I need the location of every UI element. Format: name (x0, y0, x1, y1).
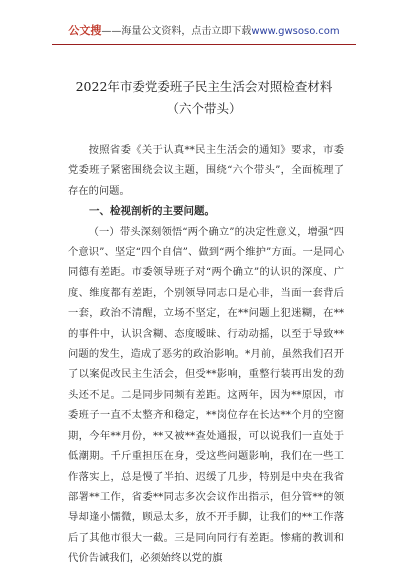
banner-url-link[interactable]: www.gwsoso.com (251, 26, 340, 37)
document-title: 2022年市委党委班子民主生活会对照检查材料（六个带头） (75, 79, 333, 116)
header-divider (52, 44, 356, 45)
section-heading: 一、检视剖析的主要问题。 (89, 205, 215, 218)
banner-slogan: ——海量公文资料，点击立即下载 (101, 26, 252, 37)
brand-logo-text: 公文搜 (68, 24, 102, 37)
header-banner (0, 24, 408, 39)
body-paragraph: （一）带头深刻领悟“两个确立”的决定性意义，增强“四个意识”、坚定“四个自信”、做到“两个维护”方面。一是同心同德有差距。市委领导班子对“两个确立”的认识的深度、广度、维度都有差距，个别领导同志口是心非，当面一套背后一套，政治不清醒，立场不坚定，在**问题上犯迷糊，在**的事件中，认识含糊、态度暧昧、行动动摇，以至于导致**问题的发生，造成了恶劣的政治影响。*月前，虽然我们召开了以案促改民主生活会，但受**影响，重整行装再出发的劲头还不足。二是同步同频有差距。这两年，因为**原因，市委班子一直不太整齐和稳定，**岗位存在长达**个月的空窗期，今年**月份，**又被**查处通报，可以说我们一直处于低潮期。千斤重担压在身，受这些问题影响，我们在一些工作落实上，总是慢了半拍、迟缓了几步，特别是中央在我省部署**工作，省委**同志多次会议作出指示，但分管**的领导却逢小懦微，顾忌太多，放不开手脚，让我们的**工作落后了其他市很大一截。三是同向同行有差距。惨痛的教训和代价告诫我们，必须始终以党的旗 (68, 225, 344, 565)
intro-paragraph: 按照省委《关于认真**民主生活会的通知》要求，市委党委班子紧密围绕会议主题，围绕“六个带头”，全面梳理了存在的问题。 (68, 144, 344, 197)
document-body (68, 140, 344, 569)
